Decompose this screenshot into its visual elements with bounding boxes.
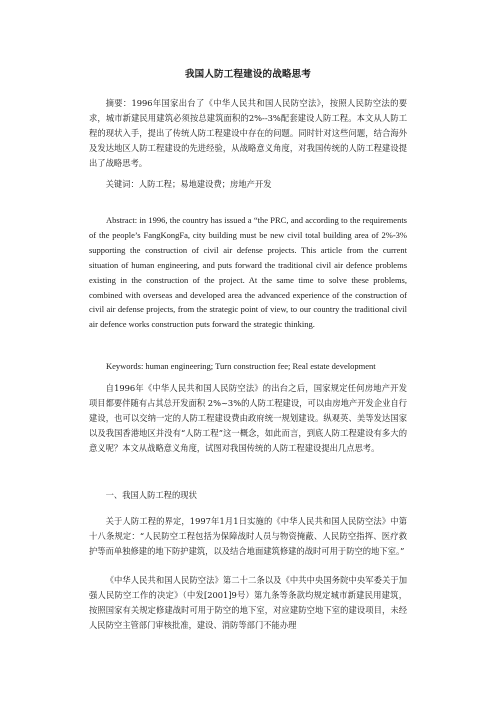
keywords-chinese: 关键词：人防工程；易地建设费；房地产开发 <box>105 179 272 189</box>
body-paragraph: 《中华人民共和国人民防空法》第二十二条以及《中共中央国务院中央军委关于加强人民防空工作的决定》（中发[2001]9号）第九条等条款均规定城市新建民用建筑，按照国家有关规定修建战时可用于防空的地下室，对应建防空地下室的建设项目，未经人民防空主管部门审核批准，建设、消防等部门不能办理 <box>89 575 407 630</box>
keywords-english: Keywords: human engineering; Turn construction fee; Real estate development <box>106 361 376 371</box>
section-heading: 一、我国人防工程的现状 <box>105 490 197 500</box>
abstract-chinese: 摘要：1996年国家出台了《中华人民共和国人民防空法》，按照人民防空法的要求，城市新建民用建筑必须按总建筑面积的2%--3%配套建设人防工程。本文从人防工程的现状入手，提出了传统人防工程建设中存在的问题。同时针对这些问题，结合海外及发达地区人防工程建设的先进经验，从战略意义角度，对我国传统的人防工程建设提出了战略思考。 <box>89 98 407 168</box>
body-paragraph: 关于人防工程的界定，1997年1月1日实施的《中华人民共和国人民防空法》中第十八条规定：“人民防空工程包括为保障战时人员与物资掩蔽、人民防空指挥、医疗救护等而单独修建的地下防护建筑，以及结合地面建筑修建的战时可用于防空的地下室。” <box>89 516 407 556</box>
body-paragraph-intro: 自1996年《中华人民共和国人民防空法》的出台之后，国家规定任何房地产开发项目都要伴随有占其总开发面积 2%~3%的人防工程建设，可以由房地产开发企业自行建设，也可以交纳一定的人防工程建设费由政府统一规划建设。纵观英、美等发达国家以及我国香港地区并没有“人防工程”这一概念，如此而言，到底人防工程建设有多大的意义呢？本文从战略意义角度，试图对我国传统的人防工程建设提出几点思考。 <box>89 383 408 453</box>
abstract-english: Abstract: in 1996, the country has issued a “the PRC, and according to the requirements of the people’s FangKongFa, city building must be new civil total building area of 2%-3% supporting the construction of civil air defense projects. This article from the current situation of human engineering, and puts forward the traditional civil air defence problems existing in the construction of the project. At the same time to solve these problems, combined with overseas and developed area the advanced experience of the construction of civil air defense projects, from the strategic point of view, to our country the traditional civil air defence works construction puts forward the strategic thinking. <box>89 215 407 330</box>
paper-title: 我国人防工程建设的战略思考 <box>184 69 312 80</box>
